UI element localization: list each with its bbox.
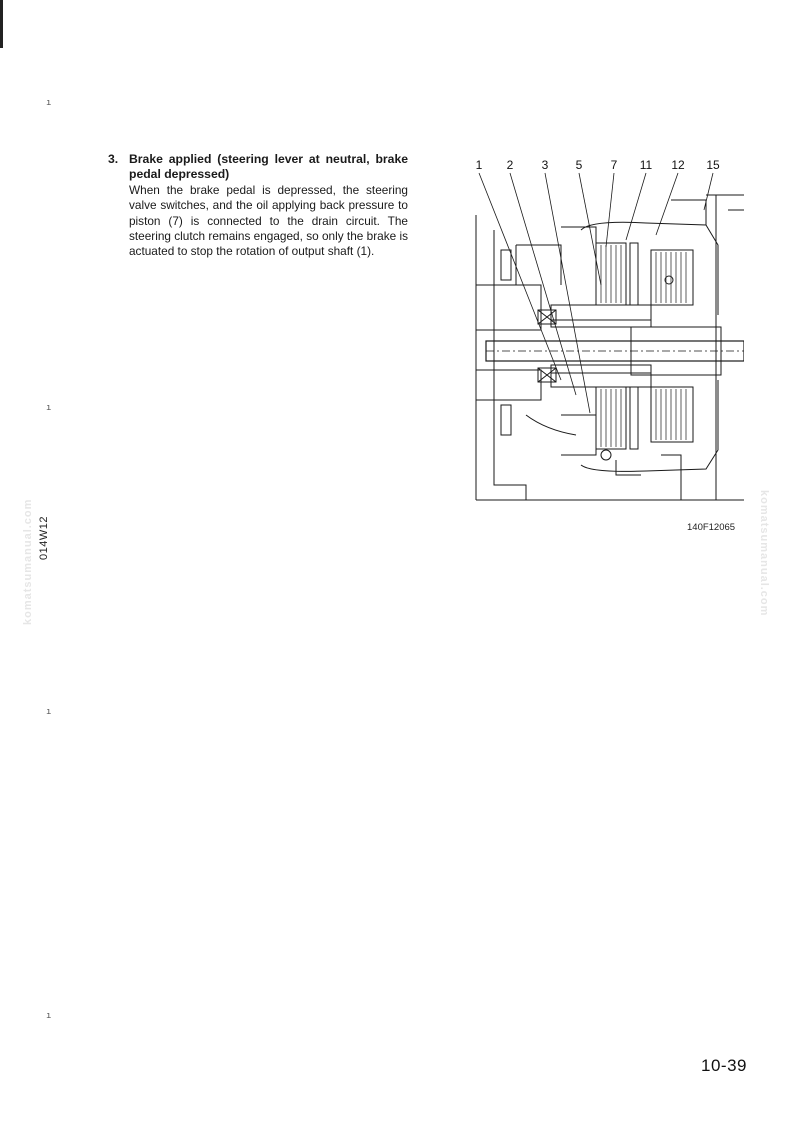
page-number: 10-39 (701, 1056, 747, 1075)
callout-label: 5 (575, 158, 583, 172)
punch-mark: ı (46, 707, 52, 717)
punch-mark: ı (46, 403, 52, 413)
section-number: 3. (108, 152, 119, 166)
clutch-brake-cross-section-figure (466, 155, 744, 505)
watermark-left: komatsumanual.com (22, 498, 34, 625)
page-edge-mark (0, 0, 3, 48)
section-title: Brake applied (steering lever at neutral, brake pedal depressed) (129, 152, 408, 181)
section-brake-applied (108, 152, 408, 259)
figure-code: 140F12065 (687, 522, 736, 533)
callout-label: 1 (475, 158, 483, 172)
callout-label: 12 (671, 158, 685, 172)
callout-label: 7 (610, 158, 618, 172)
section-heading (108, 152, 408, 182)
callout-label: 15 (706, 158, 720, 172)
callout-label: 2 (506, 158, 514, 172)
watermark-right: komatsumanual.com (758, 490, 770, 617)
section-body: When the brake pedal is depressed, the steering valve switches, and the oil applying back pressure to piston (7) is connected to the drain circuit. The steering clutch remains engaged, so only the brake is actuated to stop the rotation of output shaft (1). (129, 183, 408, 259)
punch-mark: ı (46, 1011, 52, 1021)
cross-section-drawing (466, 155, 744, 505)
callout-label: 11 (639, 158, 653, 172)
callout-label: 3 (541, 158, 549, 172)
punch-mark: ı (46, 98, 52, 108)
side-document-code: 014W12 (38, 516, 50, 560)
